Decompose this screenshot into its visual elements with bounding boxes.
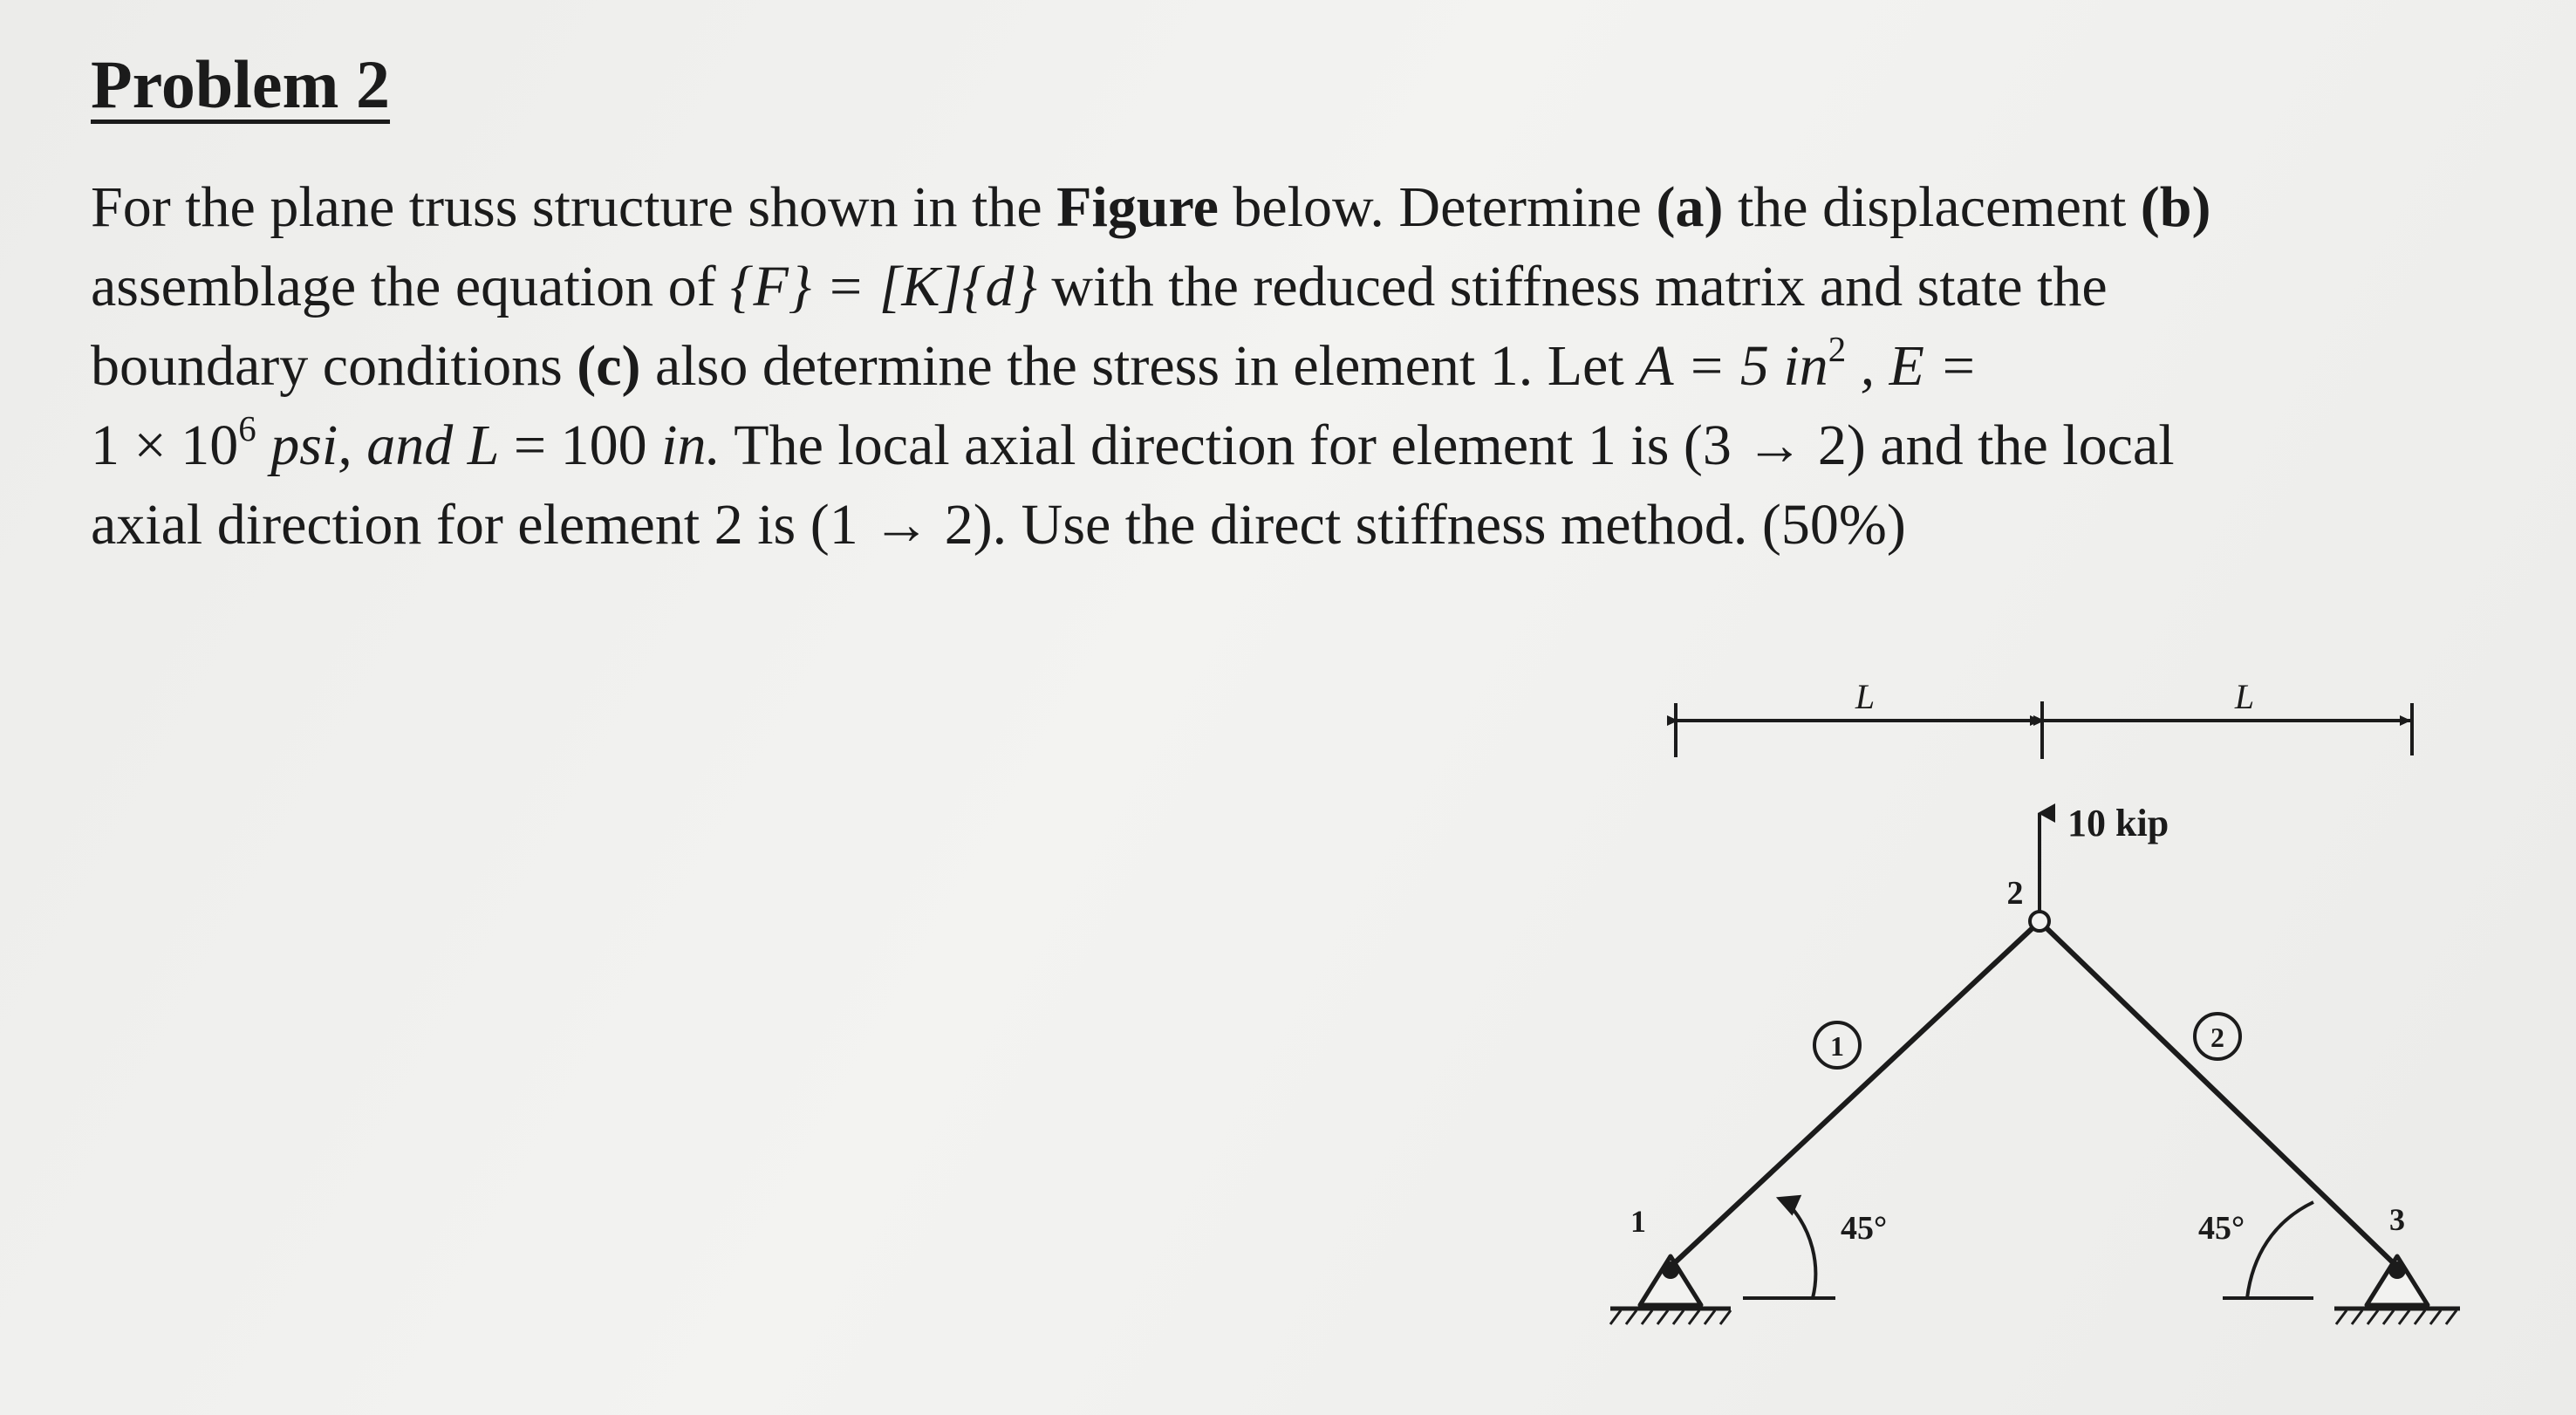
modulus-unit: psi, and L (256, 414, 500, 477)
text-run: with the reduced stiffness matrix and state the (1036, 255, 2108, 318)
element-1-tag (1814, 1022, 1860, 1068)
node-2-pin (2030, 912, 2049, 931)
length-unit: in. (661, 414, 721, 477)
part-b-label: (b) (2140, 175, 2211, 239)
area-value: A = 5 in (1638, 334, 1828, 398)
text-run: boundary conditions (91, 334, 577, 398)
angle-label-left: 45° (1841, 1210, 1888, 1247)
part-a-label: (a) (1656, 175, 1724, 239)
support-node-1 (1610, 1256, 1731, 1324)
dimension-lines (1676, 701, 2412, 759)
modulus-exponent: 6 (238, 408, 256, 448)
text-run: The local axial direction for element 1 is (3 → 2) and the local (721, 414, 2175, 477)
modulus-label: , E = (1846, 334, 1978, 398)
text-run: axial direction for element 2 is (1 → 2). Use the direct stiffness method. (50%) (91, 493, 1906, 557)
node-2-label: 2 (2006, 875, 2024, 912)
dim-label-left: L (1855, 677, 1876, 716)
node-3-label: 3 (2389, 1202, 2405, 1237)
element-2-label: 2 (2210, 1022, 2224, 1053)
load-label: 10 kip (2067, 802, 2169, 844)
dim-label-right: L (2234, 677, 2255, 716)
problem-title: Problem 2 (91, 46, 391, 122)
element-2-tag (2195, 1014, 2240, 1059)
part-c-label: (c) (577, 334, 641, 398)
element-1-label: 1 (1830, 1030, 1844, 1062)
angle-label-right: 45° (2198, 1210, 2245, 1247)
support-node-3 (2334, 1256, 2460, 1324)
node-1-label: 1 (1630, 1204, 1646, 1239)
area-exponent: 2 (1828, 329, 1847, 369)
text-run: assemblage the equation of (91, 255, 731, 318)
angle-marker-left (1743, 1197, 1835, 1298)
text-run: also determine the stress in element 1. Let (640, 334, 1639, 398)
ground-hatch-left (1610, 1310, 1731, 1324)
node-1-pin (1662, 1261, 1679, 1279)
ground-hatch-right (2336, 1310, 2456, 1324)
figure-ref: Figure (1056, 175, 1219, 239)
truss-members (1671, 926, 2397, 1267)
text-run: below. Determine (1218, 175, 1657, 239)
node-3-pin (2388, 1261, 2406, 1279)
angle-arc-left (1788, 1204, 1815, 1298)
text-run: For the plane truss structure shown in the (91, 175, 1057, 239)
equation-fkd: {F} = [K]{d} (730, 255, 1037, 318)
length-value: = 100 (499, 414, 662, 477)
angle-arc-right (2247, 1202, 2313, 1298)
modulus-value: 1 × 10 (91, 414, 239, 477)
text-run: the displacement (1723, 175, 2141, 239)
